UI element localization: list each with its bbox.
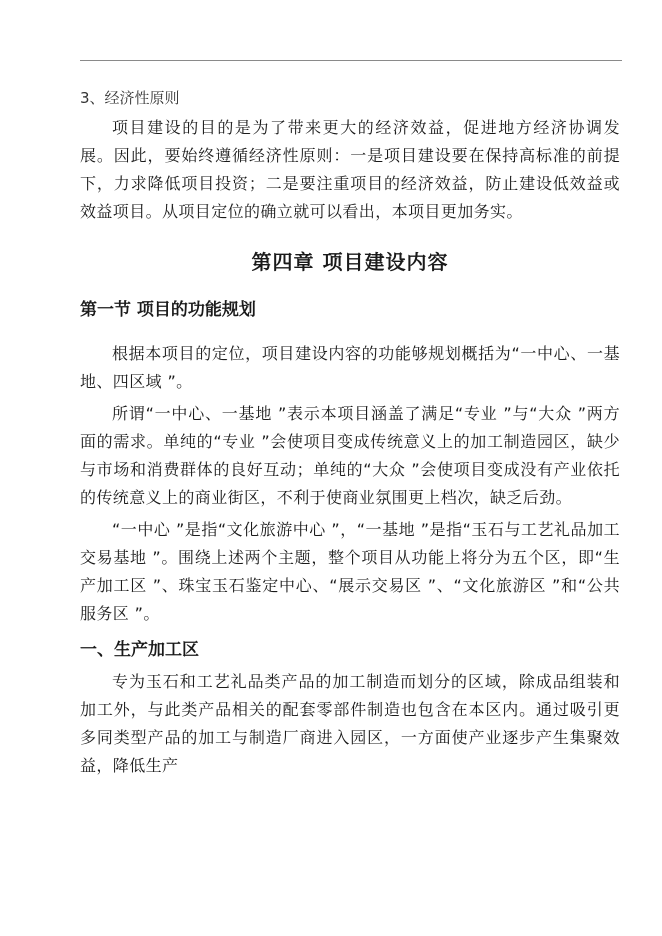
principle-heading: 3、经济性原则 (80, 89, 180, 107)
chapter-title: 第四章 项目建设内容 (251, 250, 449, 274)
header-rule (80, 60, 622, 61)
production-zone-heading: 一、生产加工区 (80, 640, 199, 660)
meaning-paragraph: 所谓“一中心、一基地 ”表示本项目涵盖了满足“专业 ”与“大众 ”两方面的需求。单纯的“专业 ”会使项目变成传统意义上的加工制造园区，缺少与市场和消费群体的良好互动；单纯的“大众 ”会使项目变成没有产业依托的传统意义上的商业街区，不利于使商业氛围更上档次，缺乏后劲。 (80, 404, 620, 507)
production-zone-paragraph: 专为玉石和工艺礼品类产品的加工制造而划分的区域，除成品组装和加工外，与此类产品相关的配套零部件制造也包含在本区内。通过吸引更多同类型产品的加工与制造厂商进入园区，一方面使产业逐步产生集聚效益，降低生产 (80, 672, 620, 775)
zones-paragraph: “一中心 ”是指“文化旅游中心 ”，“一基地 ”是指“玉石与工艺礼品加工交易基地 ”。围绕上述两个主题，整个项目从功能上将分为五个区，即“生产加工区 ”、珠宝玉石鉴定中心、“展示交易区 ”、“文化旅游区 ”和“公共服务区 ”。 (80, 520, 620, 623)
document-page (80, 86, 620, 780)
planning-paragraph: 根据本项目的定位，项目建设内容的功能够规划概括为“一中心、一基地、四区域 ”。 (80, 344, 620, 391)
economic-principle-paragraph: 项目建设的目的是为了带来更大的经济效益，促进地方经济协调发展。因此，要始终遵循经济性原则：一是项目建设要在保持高标准的前提下，力求降低项目投资；二是要注重项目的经济效益，防止建设低效益或效益项目。从项目定位的确立就可以看出，本项目更加务实。 (80, 118, 620, 221)
section-title: 第一节 项目的功能规划 (80, 300, 256, 320)
